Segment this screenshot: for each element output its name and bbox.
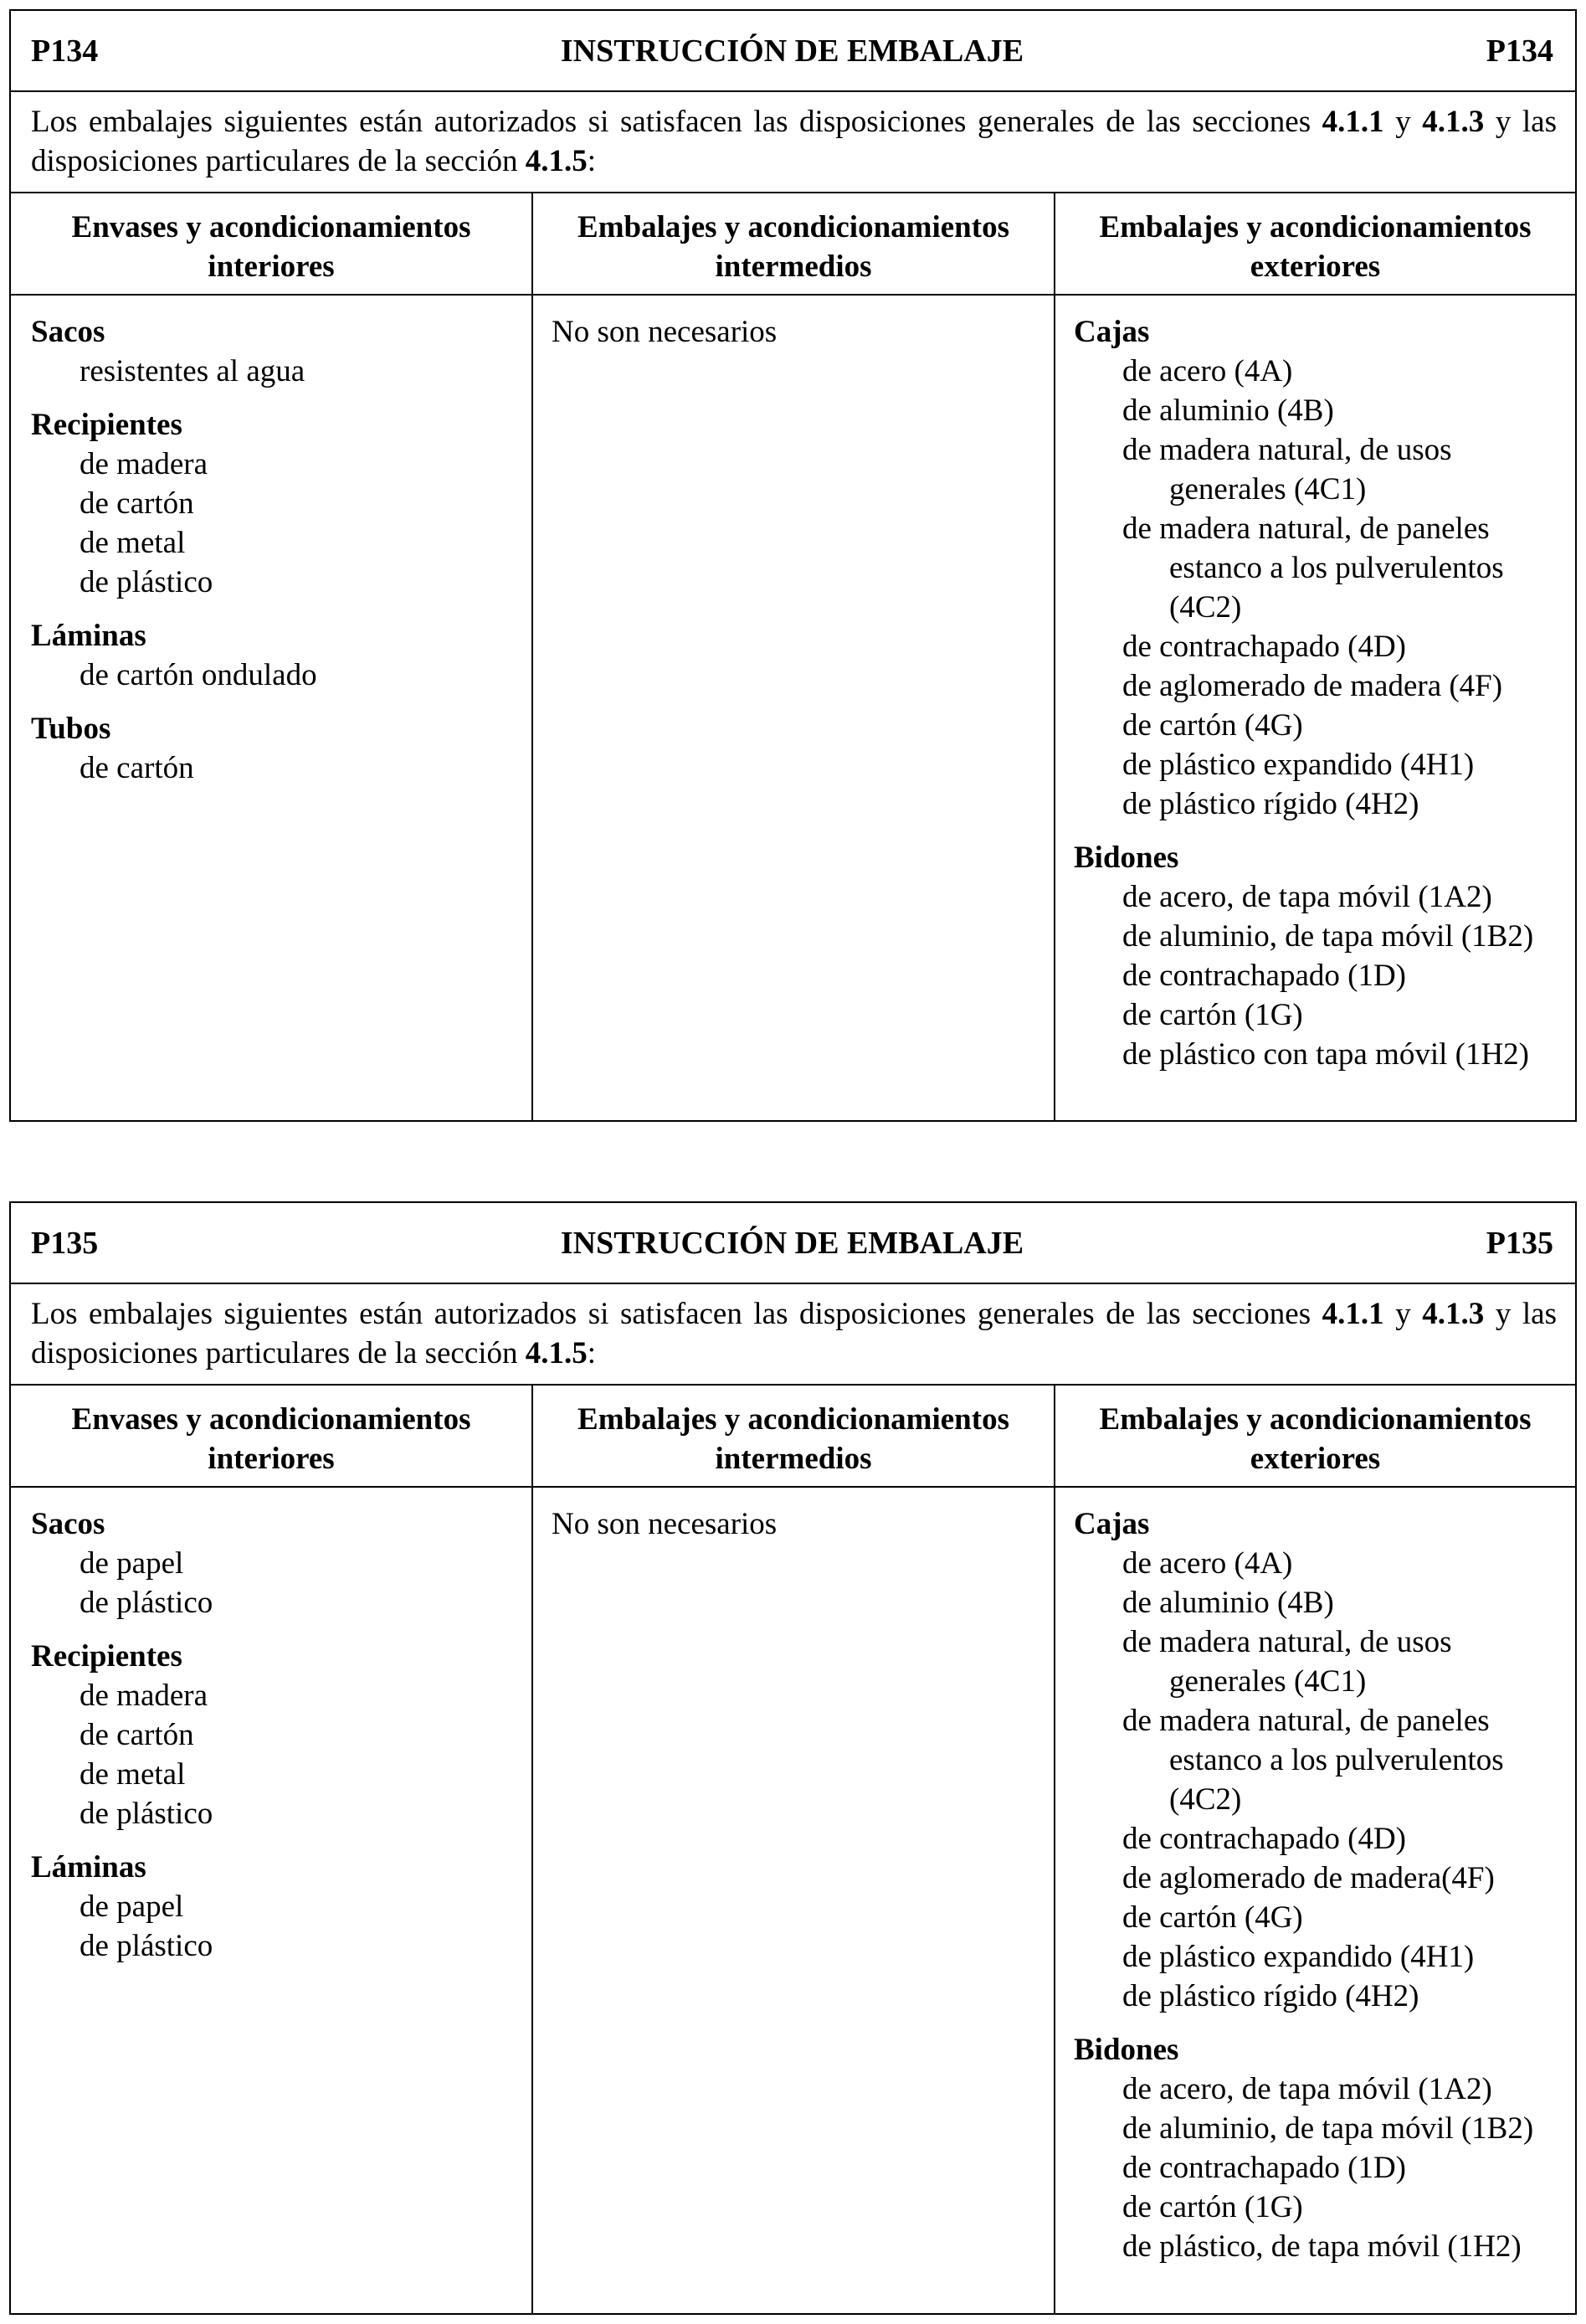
- packaging-group: [31, 1848, 531, 1966]
- packaging-item-text: de contrachapado (1D): [1122, 959, 1406, 993]
- instruction-intro: [11, 1284, 1575, 1386]
- intermediate-text: No son necesarios: [552, 315, 778, 349]
- packaging-item-text: de madera natural, de usos: [1122, 1625, 1452, 1659]
- packaging-item: [1074, 2148, 1575, 2188]
- packaging-group: [31, 312, 531, 391]
- intro-ref: 4.1.1: [1322, 1297, 1384, 1331]
- packaging-item: [31, 445, 531, 484]
- packaging-item-text: de madera natural, de usos: [1122, 433, 1452, 467]
- intro-text: y: [1383, 105, 1423, 139]
- packaging-group: [1074, 2030, 1575, 2266]
- column-header-line: Embalajes y acondicionamientos: [1099, 210, 1532, 244]
- packaging-item: [1074, 1937, 1575, 1977]
- column-header-line: exteriores: [1250, 1442, 1381, 1476]
- packaging-group-title: Láminas: [31, 1850, 146, 1884]
- inner-list: [11, 296, 531, 788]
- packaging-item-text: de papel: [80, 1546, 184, 1581]
- column-header-line: Envases y acondicionamientos: [71, 1402, 471, 1437]
- packaging-item: [31, 748, 531, 788]
- intro-text: y las disposiciones particulares de la sección: [31, 1297, 1557, 1370]
- intro-ref: 4.1.5: [525, 1336, 588, 1370]
- packaging-item: [31, 656, 531, 695]
- packaging-group-title: Cajas: [1074, 315, 1150, 349]
- intro-text: :: [587, 144, 597, 178]
- packaging-columns: [11, 1386, 1575, 2313]
- packaging-group: [31, 1504, 531, 1622]
- packaging-item: [1074, 509, 1575, 627]
- packaging-item-continuation: estanco a los pulverulentos: [1169, 1743, 1504, 1777]
- packaging-item: [1074, 1544, 1575, 1583]
- outer-list: [1055, 1488, 1575, 2266]
- packaging-item: [31, 563, 531, 602]
- packaging-item-text: de cartón: [80, 751, 194, 785]
- instruction-title: INSTRUCCIÓN DE EMBALAJE: [560, 33, 1024, 69]
- instruction-header: [11, 11, 1575, 92]
- packaging-item-continuation: (4C2): [1169, 1782, 1242, 1817]
- packaging-item: [31, 1794, 531, 1833]
- packaging-item-text: de aluminio, de tapa móvil (1B2): [1122, 2111, 1534, 2146]
- packaging-item: [1074, 917, 1575, 956]
- intro-text: Los embalajes siguientes están autorizados si satisfacen las disposiciones generales de las secciones: [31, 105, 1322, 139]
- instruction-code-left: P134: [31, 33, 99, 69]
- packaging-item: [1074, 1977, 1575, 2016]
- intro-ref: 4.1.5: [525, 144, 588, 178]
- inner-packagings-column: [11, 1386, 533, 2313]
- packaging-item-text: de cartón (4G): [1122, 1900, 1303, 1935]
- packaging-group-title: Tubos: [31, 712, 111, 746]
- outer-packagings-column: [1055, 1386, 1575, 2313]
- packaging-item-text: de contrachapado (4D): [1122, 1822, 1406, 1856]
- intermediate-packagings-column: [533, 193, 1055, 1120]
- packaging-item: [1074, 391, 1575, 430]
- packaging-group-title: Recipientes: [31, 1639, 182, 1674]
- packaging-item: [31, 1926, 531, 1966]
- packaging-group-title: Cajas: [1074, 1507, 1150, 1541]
- packaging-item-text: de madera natural, de paneles: [1122, 512, 1490, 546]
- packaging-item: [31, 1715, 531, 1755]
- column-header-line: intermedios: [715, 249, 872, 284]
- packaging-item-text: de madera natural, de paneles: [1122, 1704, 1490, 1738]
- column-header-line: intermedios: [715, 1442, 872, 1476]
- packaging-group-title: Recipientes: [31, 408, 182, 442]
- column-header-line: interiores: [208, 249, 335, 284]
- packaging-item-text: de plástico: [80, 1586, 213, 1620]
- packaging-item-text: de plástico rígido (4H2): [1122, 1979, 1419, 2013]
- outer-packagings-column: [1055, 193, 1575, 1120]
- packaging-item: [1074, 745, 1575, 784]
- packaging-group: [31, 616, 531, 695]
- intro-text: y: [1383, 1297, 1423, 1331]
- packaging-group: [31, 709, 531, 788]
- packaging-item: [1074, 430, 1575, 509]
- packaging-item-text: de contrachapado (1D): [1122, 2151, 1406, 2185]
- instruction-code-right: P134: [1486, 33, 1553, 69]
- packaging-item: [1074, 666, 1575, 706]
- packaging-item-text: de aluminio (4B): [1122, 393, 1334, 428]
- packaging-group-title: Bidones: [1074, 841, 1179, 875]
- column-header-outer: [1055, 1386, 1575, 1488]
- packaging-columns: [11, 193, 1575, 1120]
- intro-text: Los embalajes siguientes están autorizados si satisfacen las disposiciones generales de las secciones: [31, 1297, 1322, 1331]
- outer-list: [1055, 296, 1575, 1074]
- packaging-item: [1074, 2069, 1575, 2109]
- packaging-item-text: de metal: [80, 526, 186, 560]
- packaging-item: [1074, 627, 1575, 666]
- packaging-group-title: Sacos: [31, 1507, 105, 1541]
- packaging-item-text: de acero (4A): [1122, 354, 1293, 388]
- packaging-item: [31, 352, 531, 391]
- packaging-item-text: de madera: [80, 1679, 208, 1713]
- packaging-item-text: de madera: [80, 447, 208, 481]
- packaging-group-title: Bidones: [1074, 2033, 1179, 2067]
- packaging-item-text: de aglomerado de madera (4F): [1122, 669, 1503, 703]
- packaging-item-text: de plástico: [80, 1797, 213, 1831]
- intro-ref: 4.1.3: [1422, 1297, 1485, 1331]
- packaging-item-text: de plástico con tapa móvil (1H2): [1122, 1037, 1530, 1072]
- instruction-header: [11, 1203, 1575, 1284]
- column-header-line: Embalajes y acondicionamientos: [1099, 1402, 1532, 1437]
- packaging-item-text: de plástico rígido (4H2): [1122, 787, 1419, 821]
- packaging-group: [1074, 312, 1575, 824]
- packaging-item-text: de plástico expandido (4H1): [1122, 748, 1475, 782]
- intermediate-text: No son necesarios: [552, 1507, 778, 1541]
- packaging-item-text: de cartón (4G): [1122, 708, 1303, 743]
- packaging-item: [1074, 352, 1575, 391]
- packaging-item: [1074, 956, 1575, 995]
- packing-instruction-p135: [9, 1201, 1577, 2315]
- packaging-item-text: de plástico, de tapa móvil (1H2): [1122, 2229, 1522, 2264]
- packaging-item-text: de cartón: [80, 1718, 194, 1752]
- packaging-item: [1074, 1819, 1575, 1859]
- column-header-outer: [1055, 193, 1575, 296]
- column-header-line: interiores: [208, 1442, 335, 1476]
- column-header-line: exteriores: [1250, 249, 1381, 284]
- instruction-title: INSTRUCCIÓN DE EMBALAJE: [560, 1225, 1024, 1261]
- packaging-item-text: de cartón ondulado: [80, 658, 317, 692]
- intermediate-list: [533, 296, 1054, 352]
- packaging-item: [31, 523, 531, 563]
- column-header-intermediate: [533, 1386, 1054, 1488]
- packaging-item-text: de cartón (1G): [1122, 2190, 1303, 2224]
- column-header-intermediate: [533, 193, 1054, 296]
- intermediate-list: [533, 1488, 1054, 1544]
- packaging-item: [1074, 1701, 1575, 1819]
- packaging-item-text: de aglomerado de madera(4F): [1122, 1861, 1495, 1895]
- intro-ref: 4.1.1: [1322, 105, 1384, 139]
- packaging-item: [1074, 995, 1575, 1035]
- packaging-item-text: de acero, de tapa móvil (1A2): [1122, 2072, 1492, 2106]
- packaging-group-title: Sacos: [31, 315, 105, 349]
- packaging-item-continuation: generales (4C1): [1169, 1664, 1367, 1699]
- packaging-item-text: de acero, de tapa móvil (1A2): [1122, 880, 1492, 914]
- instruction-code-left: P135: [31, 1225, 99, 1261]
- intermediate-packagings-column: [533, 1386, 1055, 2313]
- packaging-item: [1074, 2109, 1575, 2148]
- packaging-item: [31, 1544, 531, 1583]
- intro-ref: 4.1.3: [1422, 105, 1485, 139]
- packaging-item: [1074, 1622, 1575, 1701]
- column-header-line: Embalajes y acondicionamientos: [577, 210, 1009, 244]
- packaging-item-text: resistentes al agua: [80, 354, 305, 388]
- packaging-item-text: de cartón: [80, 486, 194, 521]
- packaging-item-text: de plástico: [80, 565, 213, 599]
- column-header-inner: [11, 1386, 531, 1488]
- instruction-intro: [11, 92, 1575, 193]
- packaging-item-text: de aluminio (4B): [1122, 1586, 1334, 1620]
- packaging-item: [1074, 877, 1575, 917]
- packaging-item: [1074, 1898, 1575, 1937]
- packaging-item: [1074, 1035, 1575, 1074]
- packaging-item-continuation: estanco a los pulverulentos: [1169, 551, 1504, 585]
- column-header-inner: [11, 193, 531, 296]
- packaging-item: [31, 1583, 531, 1622]
- packaging-item: [1074, 706, 1575, 745]
- packaging-group: [31, 405, 531, 602]
- packaging-item-text: de cartón (1G): [1122, 998, 1303, 1032]
- packaging-group: [31, 1637, 531, 1833]
- packaging-item: [1074, 1859, 1575, 1898]
- intro-text: y las disposiciones particulares de la sección: [31, 105, 1557, 178]
- packaging-item: [31, 484, 531, 523]
- packaging-item: [1074, 784, 1575, 824]
- instruction-code-right: P135: [1486, 1225, 1553, 1261]
- packaging-item-text: de plástico expandido (4H1): [1122, 1940, 1475, 1974]
- packaging-item-text: de metal: [80, 1757, 186, 1792]
- packaging-item-text: de contrachapado (4D): [1122, 630, 1406, 664]
- packaging-group-title: Láminas: [31, 619, 146, 653]
- packaging-item-text: de papel: [80, 1890, 184, 1924]
- packaging-item: [1074, 2227, 1575, 2266]
- inner-packagings-column: [11, 193, 533, 1120]
- packaging-item: [1074, 1583, 1575, 1622]
- packaging-group: [1074, 1504, 1575, 2016]
- packaging-item: [31, 1755, 531, 1794]
- packaging-item-continuation: generales (4C1): [1169, 472, 1367, 506]
- column-header-line: Envases y acondicionamientos: [71, 210, 471, 244]
- packaging-item: [31, 1676, 531, 1715]
- packaging-item-text: de acero (4A): [1122, 1546, 1293, 1581]
- column-header-line: Embalajes y acondicionamientos: [577, 1402, 1009, 1437]
- inner-list: [11, 1488, 531, 1966]
- packaging-item-text: de plástico: [80, 1929, 213, 1963]
- packaging-item: [31, 1887, 531, 1926]
- packaging-item-text: de aluminio, de tapa móvil (1B2): [1122, 919, 1534, 954]
- packaging-group: [1074, 838, 1575, 1074]
- packaging-item: [1074, 2188, 1575, 2227]
- packing-instruction-p134: [9, 9, 1577, 1122]
- intro-text: :: [587, 1336, 597, 1370]
- packaging-item-continuation: (4C2): [1169, 590, 1242, 625]
